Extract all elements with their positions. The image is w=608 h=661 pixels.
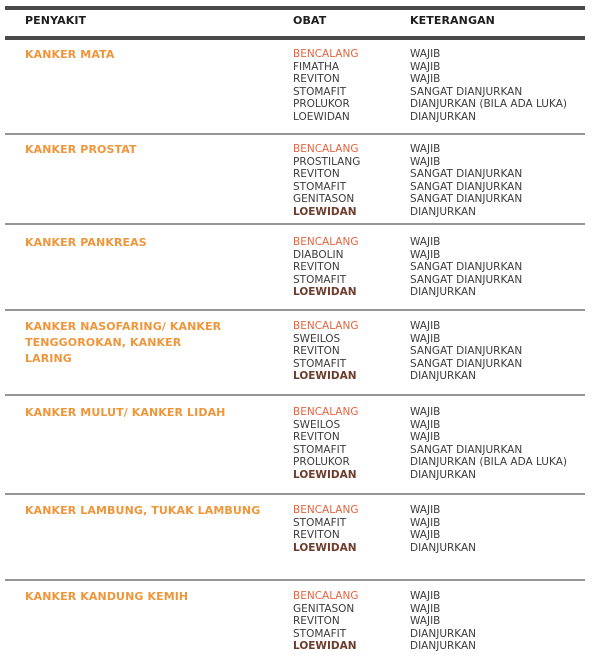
medicine-name: STOMAFIT [293,180,347,193]
medicine-note: SANGAT DIANJURKAN [410,168,523,181]
medicine-note: WAJIB [410,516,441,529]
medicine-name: BENCALANG [293,504,359,516]
column-header-penyakit: PENYAKIT [25,14,87,27]
medicine-note: DIANJURKAN [410,370,477,383]
note-list [410,320,600,383]
medicine-name: STOMAFIT [293,273,347,286]
medicine-list [293,48,403,124]
medicine-note: DIANJURKAN [410,205,477,218]
medicine-note: DIANJURKAN [410,110,477,123]
medicine-list [293,143,403,219]
medicine-name: STOMAFIT [293,357,347,370]
section-divider [5,133,585,135]
section-divider [5,223,585,225]
disease-name: KANKER MATA [25,48,115,61]
note-list [410,590,600,653]
disease-name: KANKER MULUT/ KANKER LIDAH [25,406,226,419]
medicine-note: SANGAT DIANJURKAN [410,193,523,206]
medicine-note: DIANJURKAN [410,468,477,481]
medicine-name: BENCALANG [293,590,359,602]
medicine-name: PROSTILANG [293,155,361,168]
medicine-note: WAJIB [410,236,441,248]
medicine-note: WAJIB [410,60,441,73]
medicine-note: SANGAT DIANJURKAN [410,85,523,98]
medicine-name: STOMAFIT [293,443,347,456]
medicine-note: WAJIB [410,602,441,615]
medicine-name: LOEWIDAN [293,205,357,218]
medicine-note: DIANJURKAN (BILA ADA LUKA) [410,456,567,469]
disease-name: KANKER LAMBUNG, TUKAK LAMBUNG [25,504,261,517]
medicine-name: DIABOLIN [293,248,344,261]
medicine-name: REVITON [293,615,340,628]
medicine-name: LOEWIDAN [293,541,357,554]
medicine-name: BENCALANG [293,406,359,418]
medicine-note: DIANJURKAN (BILA ADA LUKA) [410,98,567,111]
medicine-name: PROLUKOR [293,98,350,111]
medicine-name: BENCALANG [293,236,359,248]
medicine-note: WAJIB [410,590,441,602]
disease-name: KANKER PROSTAT [25,143,137,156]
medicine-name: SWEILOS [293,332,341,345]
medicine-note: WAJIB [410,529,441,542]
medicine-name: STOMAFIT [293,627,347,640]
note-list [410,406,600,482]
medicine-note: DIANJURKAN [410,286,477,299]
header-rule [5,36,585,40]
medicine-note: WAJIB [410,615,441,628]
note-list [410,48,600,124]
medicine-name: PROLUKOR [293,456,350,469]
medicine-name: REVITON [293,168,340,181]
medicine-list [293,320,403,383]
disease-name: KANKER KANDUNG KEMIH [25,590,189,603]
medicine-name: STOMAFIT [293,516,347,529]
medicine-name: LOEWIDAN [293,640,357,653]
medicine-note: DIANJURKAN [410,640,477,653]
medicine-note: SANGAT DIANJURKAN [410,261,523,274]
medicine-note: WAJIB [410,332,441,345]
medicine-note: DIANJURKAN [410,541,477,554]
medicine-name: BENCALANG [293,143,359,155]
medicine-note: WAJIB [410,143,441,155]
medicine-note: SANGAT DIANJURKAN [410,180,523,193]
medicine-note: WAJIB [410,73,441,86]
note-list [410,504,600,554]
section-divider [5,394,585,396]
medicine-list [293,406,403,482]
section-divider [5,493,585,495]
column-header-obat: OBAT [293,14,327,27]
medicine-list [293,590,403,653]
medicine-note: WAJIB [410,418,441,431]
medicine-name: GENITASON [293,602,355,615]
medicine-name: SWEILOS [293,418,341,431]
medicine-note: SANGAT DIANJURKAN [410,357,523,370]
medicine-list [293,236,403,299]
medicine-list [293,504,403,554]
medicine-note: WAJIB [410,406,441,418]
table-top-rule [5,6,585,10]
medicine-name: BENCALANG [293,320,359,332]
medicine-name: REVITON [293,73,340,86]
medicine-name: LOEWIDAN [293,370,357,383]
medicine-note: SANGAT DIANJURKAN [410,443,523,456]
medicine-note: SANGAT DIANJURKAN [410,345,523,358]
medicine-name: REVITON [293,529,340,542]
medicine-note: WAJIB [410,48,441,60]
section-divider [5,309,585,311]
medicine-note: WAJIB [410,504,441,516]
medicine-name: FIMATHA [293,60,340,73]
column-header-keterangan: KETERANGAN [410,14,495,27]
medicine-name: LOEWIDAN [293,468,357,481]
medicine-name: GENITASON [293,193,355,206]
medicine-note: DIANJURKAN [410,627,477,640]
note-list [410,236,600,299]
medicine-name: REVITON [293,261,340,274]
medicine-note: WAJIB [410,155,441,168]
medicine-note: SANGAT DIANJURKAN [410,273,523,286]
medicine-name: REVITON [293,345,340,358]
medicine-name: BENCALANG [293,48,359,60]
note-list [410,143,600,219]
medicine-note: WAJIB [410,248,441,261]
medicine-name: REVITON [293,431,340,444]
section-divider [5,579,585,581]
medicine-note: WAJIB [410,431,441,444]
medicine-name: STOMAFIT [293,85,347,98]
medicine-note: WAJIB [410,320,441,332]
medicine-name: LOEWIDAN [293,110,350,123]
disease-name: KANKER PANKREAS [25,236,147,249]
medicine-name: LOEWIDAN [293,286,357,299]
disease-name: KANKER NASOFARING/ KANKER TENGGOROKAN, KANKER LARING [25,320,222,365]
